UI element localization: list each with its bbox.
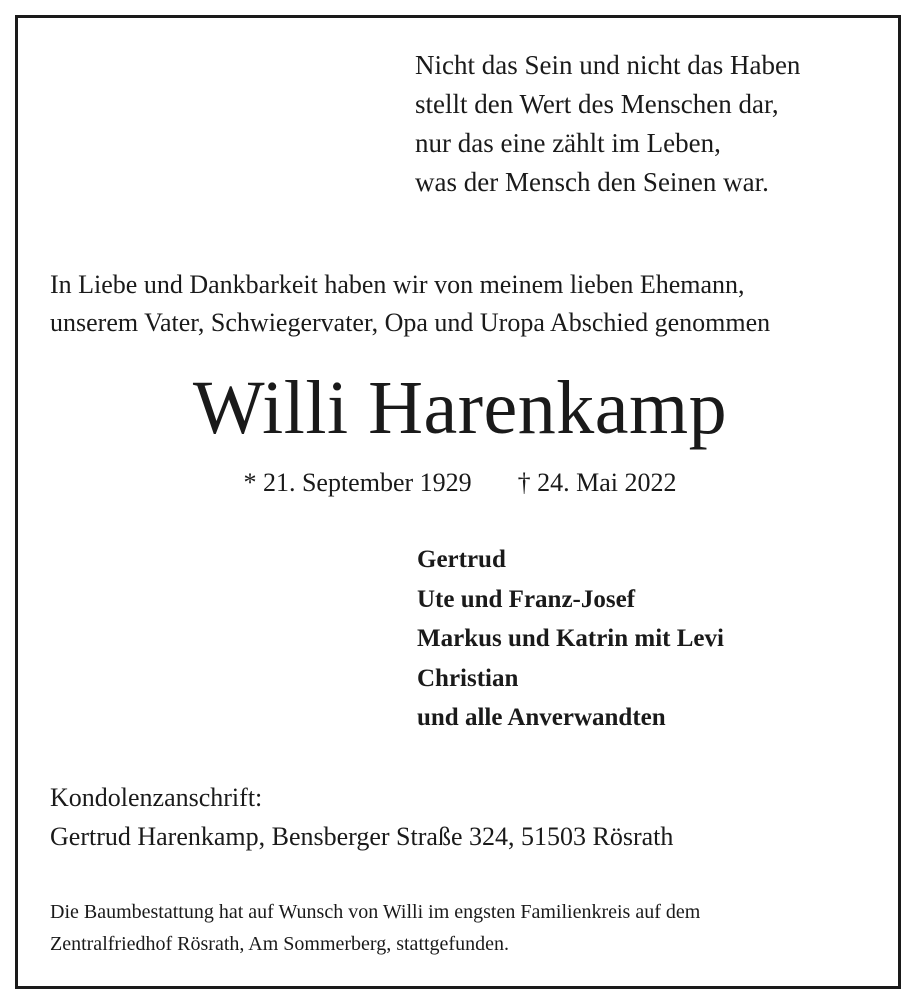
mourner-entry: Christian	[417, 664, 519, 692]
condolence-label: Kondolenzanschrift:	[50, 783, 263, 812]
poem-line: Nicht das Sein und nicht das Haben	[415, 50, 801, 80]
deceased-name: Willi Harenkamp	[192, 366, 728, 450]
intro-line: In Liebe und Dankbarkeit haben wir von meinem lieben Ehemann,	[50, 270, 745, 299]
death-date: † 24. Mai 2022	[517, 468, 677, 497]
burial-note-line: Die Baumbestattung hat auf Wunsch von Willi im engsten Familienkreis auf dem	[50, 901, 701, 923]
birth-date: * 21. September 1929	[243, 468, 472, 497]
mourner-entry: Gertrud	[417, 546, 506, 573]
intro-text	[50, 266, 770, 342]
life-dates	[0, 465, 920, 501]
intro-line: unserem Vater, Schwiegervater, Opa und Uropa Abschied genommen	[50, 308, 771, 337]
poem	[415, 46, 800, 202]
poem-line: nur das eine zählt im Leben,	[415, 128, 721, 158]
mourner-entry: und alle Anverwandten	[417, 704, 666, 731]
poem-line: was der Mensch den Seinen war.	[415, 167, 769, 197]
mourner-entry: Ute und Franz-Josef	[417, 585, 636, 613]
condolence-address-block	[50, 778, 673, 856]
condolence-address: Gertrud Harenkamp, Bensberger Straße 324, 51503 Rösrath	[50, 822, 674, 851]
mourners-list	[417, 540, 724, 738]
burial-note	[50, 896, 700, 960]
poem-line: stellt den Wert des Menschen dar,	[415, 89, 779, 119]
burial-note-line: Zentralfriedhof Rösrath, Am Sommerberg, stattgefunden.	[50, 933, 509, 955]
mourner-entry: Markus und Katrin mit Levi	[417, 625, 724, 652]
